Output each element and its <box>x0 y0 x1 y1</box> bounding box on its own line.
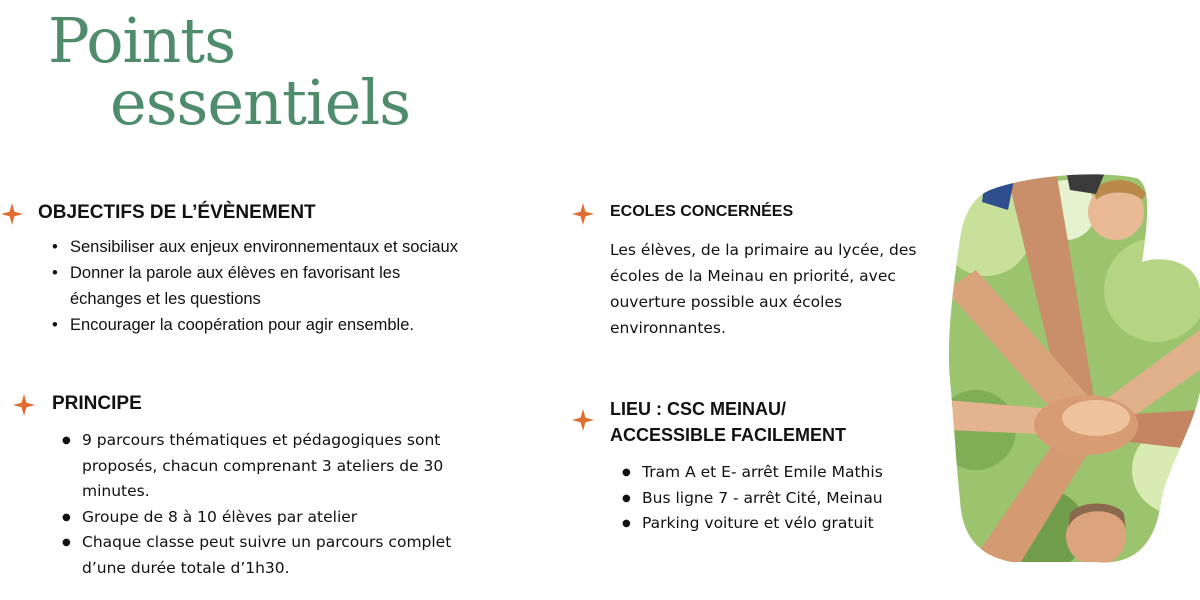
lieu-heading <box>610 396 846 448</box>
list-item: • Encourager la coopération pour agir ensemble. <box>52 312 472 338</box>
lieu-heading-line-1: LIEU : CSC MEINAU/ <box>610 399 787 419</box>
ecoles-heading: ECOLES CONCERNÉES <box>610 203 794 220</box>
list-item: • Donner la parole aux élèves en favorisant les échanges et les questions <box>52 260 472 312</box>
list-item: ● Parking voiture et vélo gratuit <box>622 511 932 537</box>
principe-heading: PRINCIPE <box>52 393 142 414</box>
four-point-star-icon <box>0 202 24 226</box>
list-item: ● Bus ligne 7 - arrêt Cité, Meinau <box>622 486 932 512</box>
lieu-list <box>622 460 932 537</box>
ecoles-text: Les élèves, de la primaire au lycée, des écoles de la Meinau en priorité, avec ouverture possible aux écoles environnantes. <box>610 241 917 337</box>
four-point-star-icon <box>12 393 36 417</box>
list-item: ● Groupe de 8 à 10 élèves par atelier <box>62 505 492 531</box>
objectifs-list <box>52 234 472 338</box>
title-line-2: essentiels <box>110 66 411 139</box>
title-line-1: Points <box>48 4 236 77</box>
lieu-heading-line-2: ACCESSIBLE FACILEMENT <box>610 425 847 445</box>
list-item: • Sensibiliser aux enjeux environnementaux et sociaux <box>52 234 472 260</box>
list-item: ● 9 parcours thématiques et pédagogiques sont proposés, chacun comprenant 3 ateliers de 30 minutes. <box>62 428 492 505</box>
four-point-star-icon <box>571 202 595 226</box>
objectifs-heading: OBJECTIFS DE L’ÉVÈNEMENT <box>38 202 316 223</box>
list-item: ● Chaque classe peut suivre un parcours complet d’une durée totale d’1h30. <box>62 530 492 581</box>
teamwork-hands-photo <box>946 170 1200 570</box>
principe-list <box>62 428 492 581</box>
four-point-star-icon <box>571 408 595 432</box>
list-item: ● Tram A et E- arrêt Emile Mathis <box>622 460 932 486</box>
page-title <box>48 4 411 139</box>
